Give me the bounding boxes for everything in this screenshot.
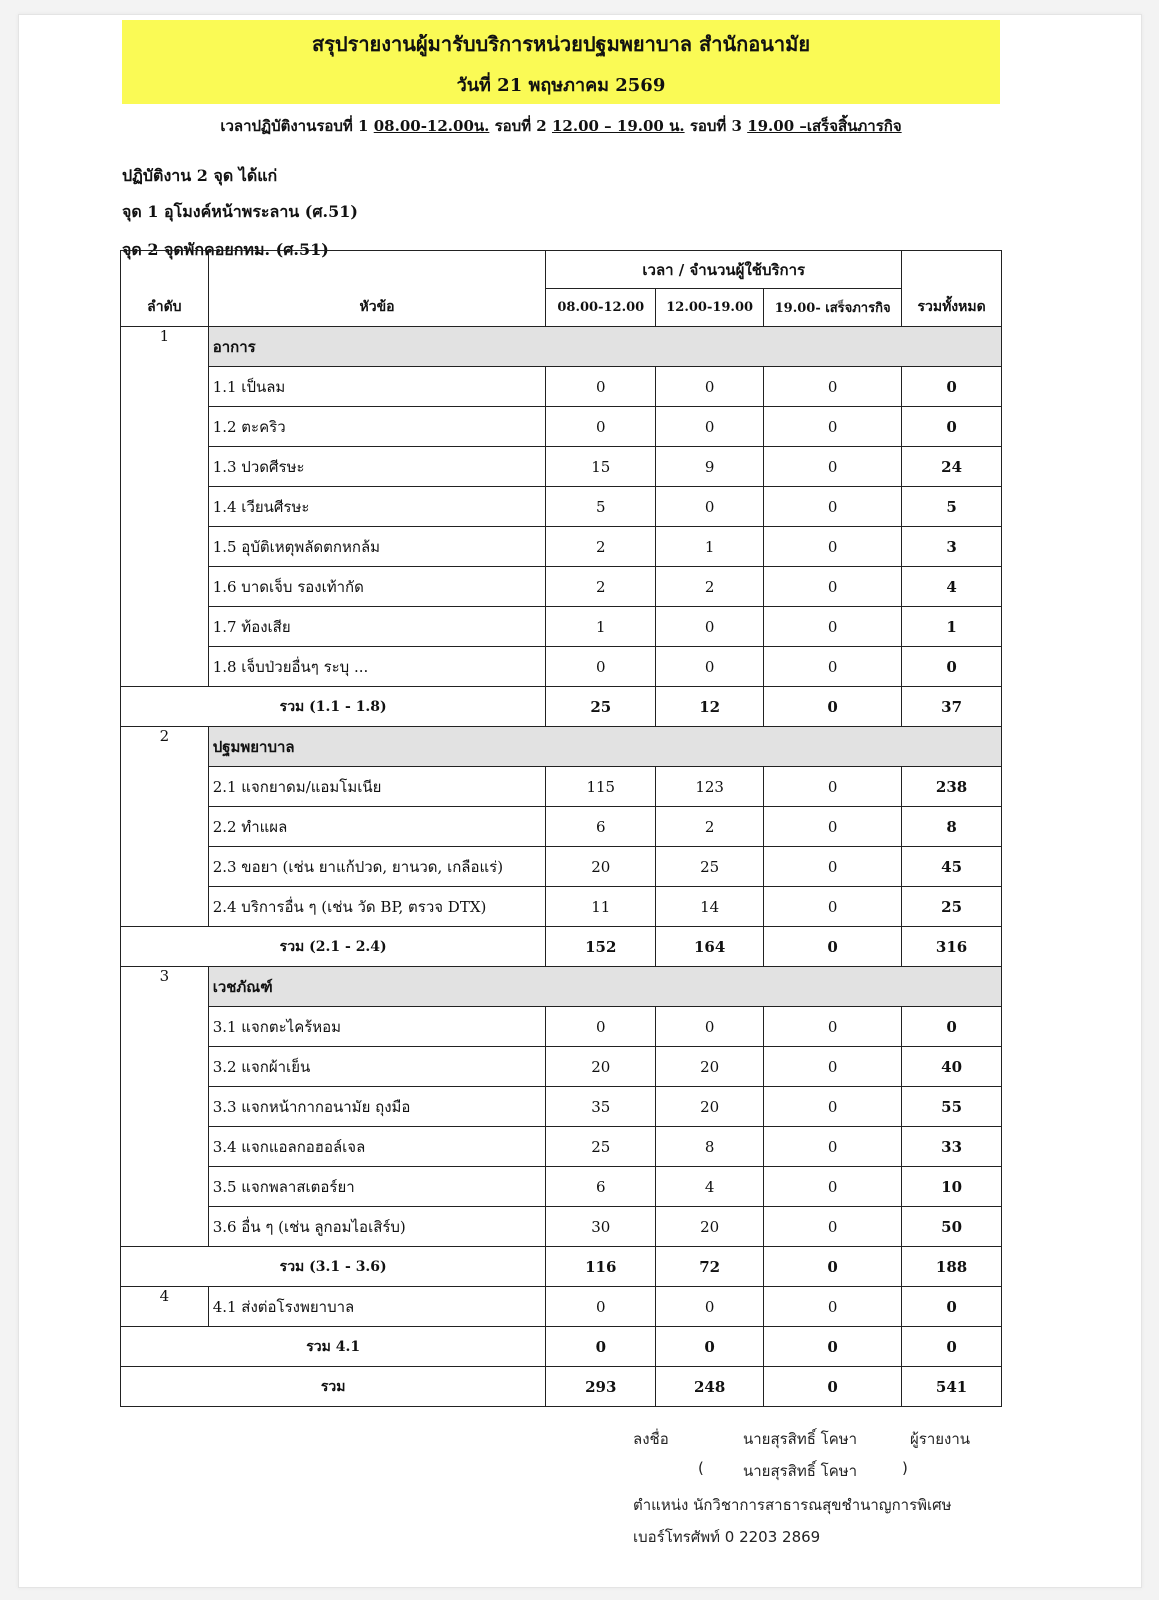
subtotal-label: รวม (1.1 - 1.8) (121, 687, 546, 727)
subtotal-count: 0 (764, 1327, 902, 1367)
signer-position: ตำแหน่ง นักวิชาการสาธารณสุขชำนาญการพิเศษ (633, 1496, 952, 1514)
item-count: 14 (656, 887, 764, 927)
item-label: 3.4 แจกแอลกอฮอล์เจล (208, 1127, 546, 1167)
section-title: อาการ (208, 327, 1001, 367)
subtotal-label: รวม (3.1 - 3.6) (121, 1247, 546, 1287)
table-row (121, 847, 1002, 887)
close-paren: ) (902, 1459, 908, 1477)
sign-label: ลงชื่อ (633, 1430, 669, 1448)
table-row (121, 1087, 1002, 1127)
table-row (121, 1167, 1002, 1207)
item-count: 2 (546, 567, 656, 607)
item-label: 2.2 ทำแผล (208, 807, 546, 847)
section-title: เวชภัณฑ์ (208, 967, 1001, 1007)
subtotal-count: 116 (546, 1247, 656, 1287)
item-count: 0 (764, 1087, 902, 1127)
item-count: 0 (546, 1007, 656, 1047)
item-label: 3.1 แจกตะไคร้หอม (208, 1007, 546, 1047)
item-count: 0 (764, 1127, 902, 1167)
item-total: 33 (902, 1127, 1002, 1167)
item-label: 1.4 เวียนศีรษะ (208, 487, 546, 527)
table-row (121, 447, 1002, 487)
item-count: 0 (764, 1207, 902, 1247)
title-banner (122, 20, 1000, 104)
item-count: 0 (656, 487, 764, 527)
item-count: 0 (764, 767, 902, 807)
item-total: 24 (902, 447, 1002, 487)
item-label: 1.2 ตะคริว (208, 407, 546, 447)
item-count: 0 (764, 647, 902, 687)
report-table (120, 250, 1002, 1407)
item-label: 2.1 แจกยาดม/แอมโมเนีย (208, 767, 546, 807)
subtotal-total: 188 (902, 1247, 1002, 1287)
item-total: 45 (902, 847, 1002, 887)
item-count: 0 (656, 607, 764, 647)
table-row (121, 487, 1002, 527)
subtotal-count: 12 (656, 687, 764, 727)
work-schedule (122, 114, 1000, 138)
signer-name: นายสุรสิทธิ์ โคษา (743, 1430, 858, 1448)
table-row (121, 807, 1002, 847)
table-row (121, 887, 1002, 927)
item-count: 1 (546, 607, 656, 647)
item-count: 20 (546, 847, 656, 887)
item-count: 0 (764, 1047, 902, 1087)
section-number: 4 (121, 1287, 209, 1327)
subtotal-count: 0 (764, 1247, 902, 1287)
subtotal-count: 25 (546, 687, 656, 727)
item-label: 1.5 อุบัติเหตุพลัดตกหกล้ม (208, 527, 546, 567)
item-count: 5 (546, 487, 656, 527)
item-count: 0 (656, 407, 764, 447)
item-count: 20 (656, 1047, 764, 1087)
section-number: 2 (121, 727, 209, 927)
item-count: 0 (546, 367, 656, 407)
table-row (121, 407, 1002, 447)
grand-total-value: 541 (902, 1367, 1002, 1407)
schedule-round3-label: รอบที่ 3 (689, 117, 742, 135)
report-date: วันที่ 21 พฤษภาคม 2569 (456, 75, 666, 96)
grand-total-count: 248 (656, 1367, 764, 1407)
table-row (121, 647, 1002, 687)
item-count: 6 (546, 1167, 656, 1207)
subtotal-total: 316 (902, 927, 1002, 967)
item-count: 9 (656, 447, 764, 487)
item-count: 0 (764, 1167, 902, 1207)
item-count: 1 (656, 527, 764, 567)
section-number: 3 (121, 967, 209, 1247)
item-count: 0 (764, 1287, 902, 1327)
item-count: 123 (656, 767, 764, 807)
item-count: 0 (764, 847, 902, 887)
subtotal-row (121, 1327, 1002, 1367)
report-title: สรุปรายงานผู้มารับบริการหน่วยปฐมพยาบาล สำนักอนามัย (311, 32, 811, 56)
item-label: 3.2 แจกผ้าเย็น (208, 1047, 546, 1087)
subtotal-row (121, 1247, 1002, 1287)
section-header-row (121, 727, 1002, 767)
open-paren: ( (698, 1459, 704, 1477)
table-row (121, 767, 1002, 807)
subtotal-count: 0 (764, 927, 902, 967)
item-count: 15 (546, 447, 656, 487)
col-topic: หัวข้อ (208, 251, 546, 327)
item-count: 2 (656, 567, 764, 607)
point-1: จุด 1 อุโมงค์หน้าพระลาน (ศ.51) (122, 202, 358, 221)
grand-total-count: 293 (546, 1367, 656, 1407)
schedule-round3: 19.00 –เสร็จสิ้นภารกิจ (747, 117, 902, 135)
item-total: 0 (902, 407, 1002, 447)
subtotal-count: 164 (656, 927, 764, 967)
col-period-2: 12.00-19.00 (656, 289, 764, 327)
item-label: 1.1 เป็นลม (208, 367, 546, 407)
item-total: 8 (902, 807, 1002, 847)
subtotal-count: 0 (764, 687, 902, 727)
section-number: 1 (121, 327, 209, 687)
subtotal-row (121, 927, 1002, 967)
col-group: เวลา / จำนวนผู้ใช้บริการ (546, 251, 902, 289)
item-count: 20 (546, 1047, 656, 1087)
item-count: 6 (546, 807, 656, 847)
item-count: 0 (546, 647, 656, 687)
point-2: จุด 2 จุดพักคอยกทม. (ศ.51) (122, 240, 329, 259)
table-row (121, 367, 1002, 407)
section-title: ปฐมพยาบาล (208, 727, 1001, 767)
subtotal-total: 37 (902, 687, 1002, 727)
item-label: 2.3 ขอยา (เช่น ยาแก้ปวด, ยานวด, เกลือแร่) (208, 847, 546, 887)
item-label: 1.8 เจ็บป่วยอื่นๆ ระบุ ... (208, 647, 546, 687)
subtotal-count: 0 (656, 1327, 764, 1367)
col-total: รวมทั้งหมด (902, 251, 1002, 327)
item-count: 0 (764, 607, 902, 647)
grand-total-row (121, 1367, 1002, 1407)
item-count: 0 (764, 407, 902, 447)
subtotal-label: รวม (2.1 - 2.4) (121, 927, 546, 967)
item-count: 0 (764, 367, 902, 407)
signer-name-paren: นายสุรสิทธิ์ โคษา (743, 1462, 858, 1480)
section-header-row (121, 327, 1002, 367)
subtotal-count: 72 (656, 1247, 764, 1287)
item-count: 0 (764, 807, 902, 847)
item-count: 0 (656, 367, 764, 407)
item-label: 3.3 แจกหน้ากากอนามัย ถุงมือ (208, 1087, 546, 1127)
item-total: 4 (902, 567, 1002, 607)
item-total: 10 (902, 1167, 1002, 1207)
item-count: 0 (764, 567, 902, 607)
item-total: 50 (902, 1207, 1002, 1247)
item-label: 4.1 ส่งต่อโรงพยาบาล (208, 1287, 546, 1327)
subtotal-total: 0 (902, 1327, 1002, 1367)
subtotal-count: 0 (546, 1327, 656, 1367)
item-count: 0 (546, 407, 656, 447)
item-label: 3.5 แจกพลาสเตอร์ยา (208, 1167, 546, 1207)
item-total: 3 (902, 527, 1002, 567)
item-count: 0 (764, 487, 902, 527)
item-label: 3.6 อื่น ๆ (เช่น ลูกอมไอเสิร์บ) (208, 1207, 546, 1247)
table-row (121, 527, 1002, 567)
item-count: 0 (546, 1287, 656, 1327)
grand-total-label: รวม (121, 1367, 546, 1407)
item-total: 5 (902, 487, 1002, 527)
item-count: 8 (656, 1127, 764, 1167)
col-seq: ลำดับ (121, 251, 209, 327)
subtotal-label: รวม 4.1 (121, 1327, 546, 1367)
item-total: 238 (902, 767, 1002, 807)
item-total: 0 (902, 1287, 1002, 1327)
item-count: 0 (764, 527, 902, 567)
item-total: 0 (902, 1007, 1002, 1047)
section-header-row (121, 967, 1002, 1007)
schedule-round2-label: รอบที่ 2 (494, 117, 547, 135)
report-body (121, 327, 1002, 1407)
item-count: 2 (656, 807, 764, 847)
item-count: 25 (546, 1127, 656, 1167)
item-label: 1.3 ปวดศีรษะ (208, 447, 546, 487)
item-count: 0 (764, 887, 902, 927)
item-count: 30 (546, 1207, 656, 1247)
item-total: 0 (902, 647, 1002, 687)
item-total: 40 (902, 1047, 1002, 1087)
col-period-1: 08.00-12.00 (546, 289, 656, 327)
item-count: 0 (656, 1287, 764, 1327)
table-row (121, 607, 1002, 647)
item-count: 4 (656, 1167, 764, 1207)
schedule-prefix: เวลาปฏิบัติงานรอบที่ 1 (220, 117, 369, 135)
table-row (121, 1127, 1002, 1167)
item-count: 115 (546, 767, 656, 807)
item-count: 20 (656, 1207, 764, 1247)
item-total: 1 (902, 607, 1002, 647)
item-total: 25 (902, 887, 1002, 927)
item-count: 0 (764, 1007, 902, 1047)
item-count: 35 (546, 1087, 656, 1127)
item-count: 0 (656, 1007, 764, 1047)
item-count: 11 (546, 887, 656, 927)
points-intro: ปฏิบัติงาน 2 จุด ได้แก่ (122, 166, 278, 185)
table-row (121, 1007, 1002, 1047)
item-count: 0 (656, 647, 764, 687)
item-total: 55 (902, 1087, 1002, 1127)
schedule-round1: 08.00-12.00น. (373, 117, 490, 135)
item-count: 2 (546, 527, 656, 567)
schedule-round2: 12.00 – 19.00 น. (551, 117, 685, 135)
table-row (121, 1047, 1002, 1087)
item-label: 1.7 ท้องเสีย (208, 607, 546, 647)
table-row (121, 1287, 1002, 1327)
item-count: 20 (656, 1087, 764, 1127)
signer-phone: เบอร์โทรศัพท์ 0 2203 2869 (633, 1528, 821, 1546)
item-count: 0 (764, 447, 902, 487)
item-label: 1.6 บาดเจ็บ รองเท้ากัด (208, 567, 546, 607)
item-total: 0 (902, 367, 1002, 407)
subtotal-row (121, 687, 1002, 727)
item-label: 2.4 บริการอื่น ๆ (เช่น วัด BP, ตรวจ DTX) (208, 887, 546, 927)
col-period-3: 19.00- เสร็จภารกิจ (764, 289, 902, 327)
subtotal-count: 152 (546, 927, 656, 967)
table-row (121, 1207, 1002, 1247)
signer-role: ผู้รายงาน (910, 1430, 971, 1448)
item-count: 25 (656, 847, 764, 887)
table-row (121, 567, 1002, 607)
grand-total-count: 0 (764, 1367, 902, 1407)
